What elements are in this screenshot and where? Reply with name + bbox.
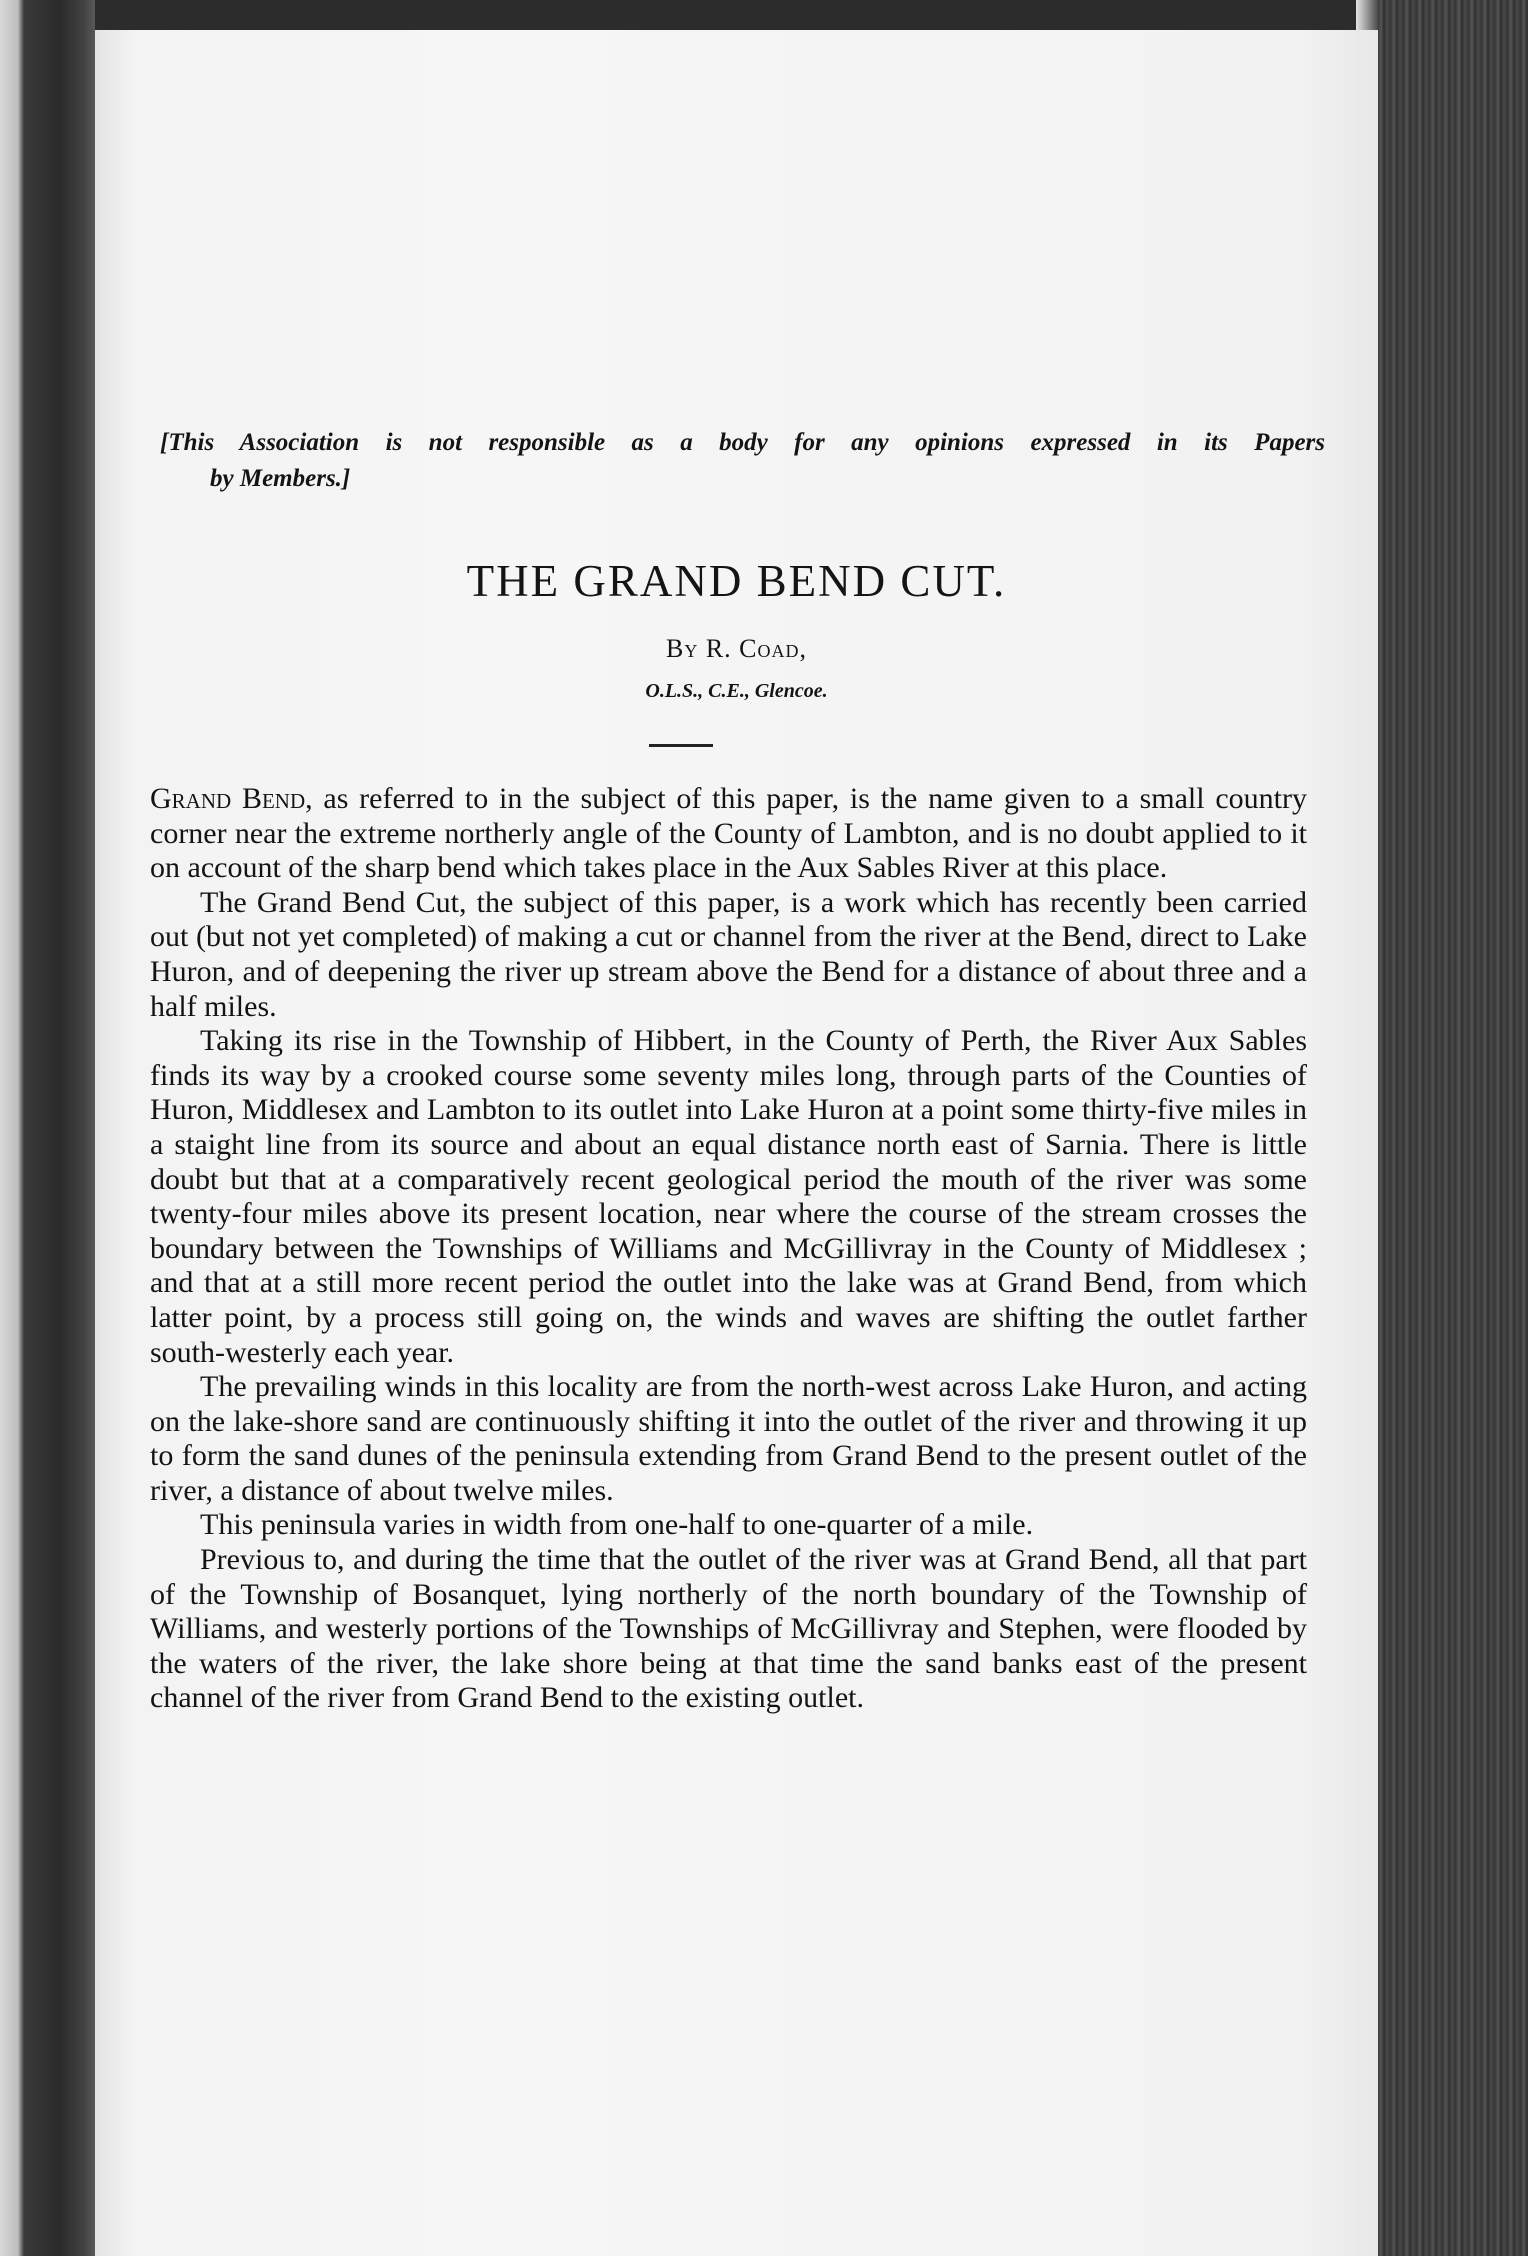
paragraph-6: Previous to, and during the time that the outlet of the river was at Grand Bend, all that part of the Township of Bosanquet, lying northerly of the north boundary of the Township of Williams, and westerly portions of the Townships of McGillivray and Stephen, were flooded by the waters of the river, the lake shore being at that time the sand banks east of the present channel of the river from Grand Bend to the existing outlet. <box>150 1543 1307 1715</box>
paragraph-3: Taking its rise in the Township of Hibbert, in the County of Perth, the River Aux Sables finds its way by a crooked course some seventy miles long, through parts of the Counties of Huron, Middlesex and Lambton to its outlet into Lake Huron at a point some thirty-five miles in a staight line from its source and about an equal distance north east of Sarnia. There is little doubt but that at a comparatively recent geological period the mouth of the river was some twenty-four miles above its present location, near where the course of the stream crosses the boundary between the Townships of Williams and McGillivray in the County of Middlesex ; and that at a still more recent period the outlet into the lake was at Grand Bend, from which latter point, by a process still going on, the winds and waves are shifting the outlet farther south-westerly each year. <box>150 1024 1307 1369</box>
disclaimer-line-2: by Members.] <box>210 465 351 492</box>
disclaimer-line-1: [This Association is not responsible as a body for any opinions expressed in its Papers <box>160 429 1325 456</box>
article-title: THE GRAND BEND CUT. <box>466 556 1007 606</box>
author-byline: By R. Coad, <box>665 634 808 663</box>
right-page-stack-edge <box>1378 0 1528 2256</box>
author-credentials: O.L.S., C.E., Glencoe. <box>645 680 828 702</box>
left-binding-edge <box>0 0 95 2256</box>
document-page <box>95 30 1378 2256</box>
paragraph-1-text: as referred to in the subject of this paper, is the name given to a small country corner near the extreme northerly angle of the County of Lambton, and is no doubt applied to it on account of the sharp bend which takes place in the Aux Sables River at this place. <box>150 782 1307 885</box>
paragraph-5: This peninsula varies in width from one-half to one-quarter of a mile. <box>200 1508 1034 1542</box>
disclaimer-note <box>160 425 1325 497</box>
paragraph-2: The Grand Bend Cut, the subject of this paper, is a work which has recently been carried out (but not yet completed) of making a cut or channel from the river at the Bend, direct to Lake Huron, and of deepening the river up stream above the Bend for a distance of about three and a half miles. <box>150 885 1307 1023</box>
paragraph-1-lead: Grand Bend, <box>150 782 313 815</box>
paragraph-1 <box>150 782 1307 886</box>
article-body <box>150 782 1307 1716</box>
title-divider-rule <box>649 744 713 747</box>
paragraph-4: The prevailing winds in this locality are from the north-west across Lake Huron, and acting on the lake-shore sand are continuously shifting it into the outlet of the river and throwing it up to form the sand dunes of the peninsula extending from Grand Bend to the present outlet of the river, a distance of about twelve miles. <box>150 1370 1307 1507</box>
